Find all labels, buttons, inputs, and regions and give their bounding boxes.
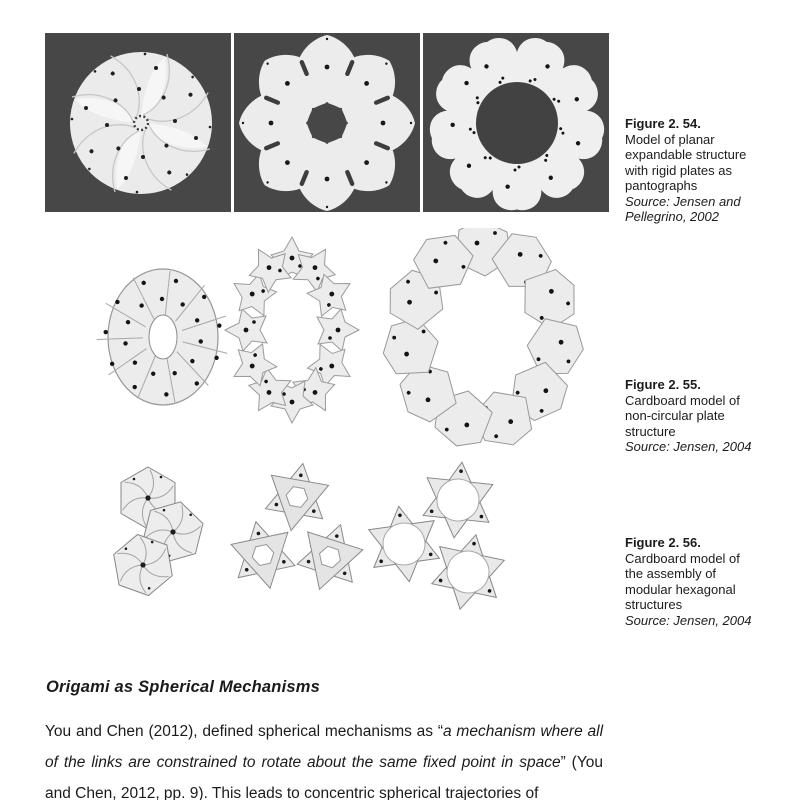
paragraph-lead: You and Chen (2012), defined spherical mechanisms as “ — [45, 722, 444, 740]
figure-source: Source: Jensen, 2004 — [625, 612, 752, 628]
closed-disc-photo — [45, 33, 231, 212]
star-opening-photo — [234, 33, 420, 212]
figure-source: Source: Jensen and Pellegrino, 2002 — [625, 193, 741, 224]
mid-open-ring — [224, 237, 361, 423]
figure-source: Source: Jensen, 2004 — [625, 439, 752, 454]
closed-oval-ring — [97, 269, 228, 405]
partially-opened-cluster — [228, 460, 369, 598]
figure-label: Figure 2. 55. — [625, 377, 701, 392]
figure-label: Figure 2. 54. — [625, 116, 701, 131]
figure-caption-text: Cardboard model of the assembly of modular hexagonal structures — [625, 550, 740, 612]
circular-opening-photo — [423, 33, 609, 212]
figure-2-54-images — [45, 33, 609, 212]
figure-2-56-images — [70, 460, 570, 618]
figure-2-54-caption — [625, 116, 757, 225]
closed-hexagon-cluster — [111, 467, 207, 600]
paragraph-tail: ” (You and Chen, 2012, pp. 9). This leads to concentric spherical trajectories of — [45, 753, 603, 800]
figure-caption-text: Model of planar expandable structure with rigid plates as pantographs — [625, 131, 747, 193]
fully-opened-cluster — [366, 460, 508, 616]
body-paragraph — [45, 716, 603, 800]
figure-2-56-caption — [625, 535, 757, 628]
figure-2-55-images — [60, 228, 605, 460]
paragraph-quote: a mechanism where all of the links are constrained to rotate about the same fixed point in space — [45, 722, 604, 771]
figure-2-55-caption — [625, 377, 757, 455]
section-heading: Origami as Spherical Mechanisms — [46, 677, 320, 696]
open-ring — [379, 228, 587, 453]
figure-caption-text: Cardboard model of non-circular plate structure — [625, 392, 740, 439]
figure-label: Figure 2. 56. — [625, 535, 701, 550]
